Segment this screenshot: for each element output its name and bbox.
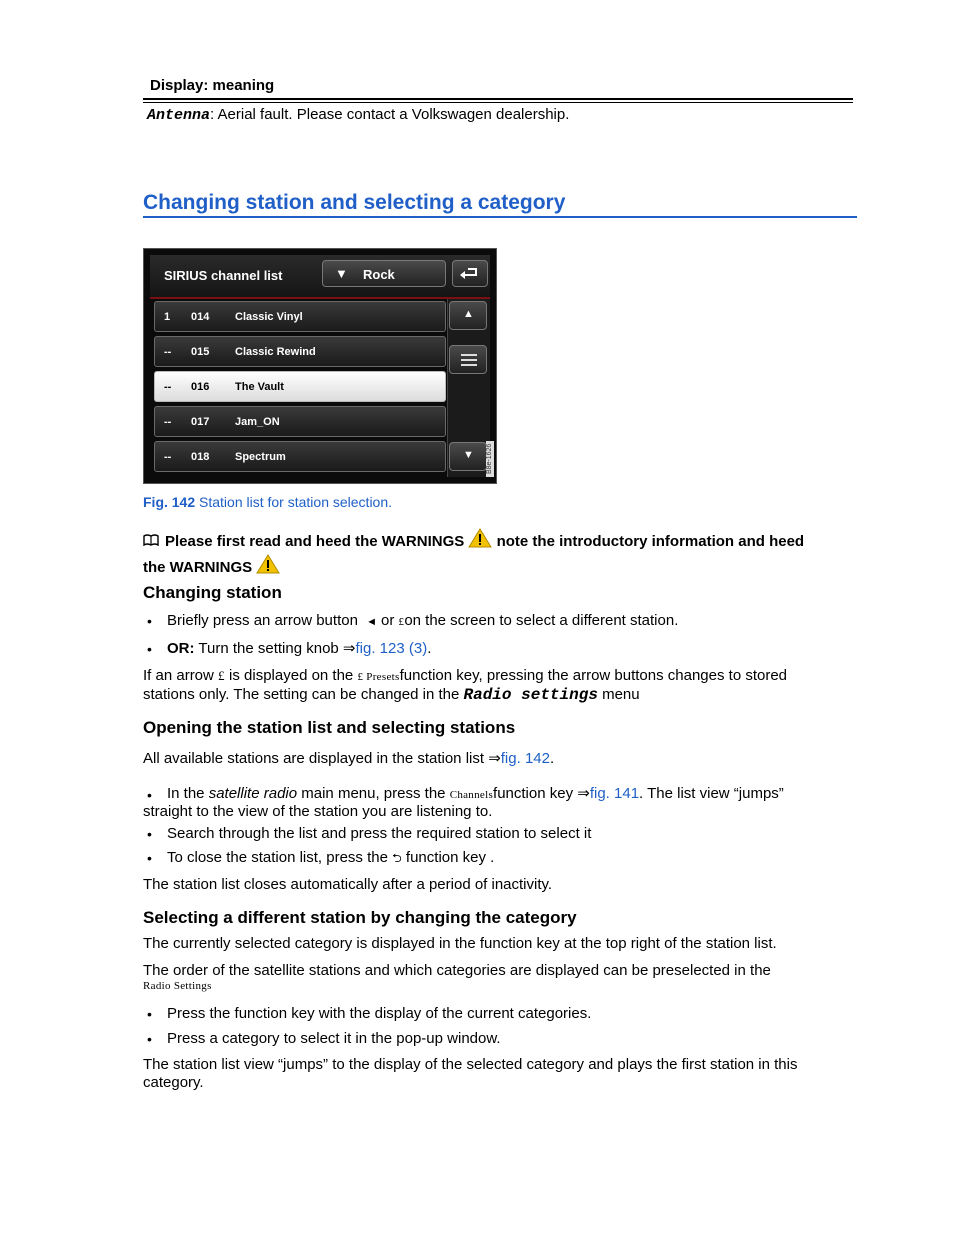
text: In the — [167, 785, 205, 802]
paragraph — [143, 750, 554, 768]
bullet-text — [167, 785, 867, 804]
station-row[interactable] — [154, 301, 446, 332]
station-name: Classic Vinyl — [235, 311, 303, 323]
station-name: The Vault — [235, 381, 284, 393]
channel-number: 016 — [191, 381, 210, 393]
bullet-dot: • — [147, 1006, 152, 1022]
paragraph — [143, 667, 863, 704]
radio-settings-key: Radio Settings — [143, 980, 212, 992]
bullet-dot: • — [147, 850, 152, 866]
text: function key . — [405, 849, 495, 866]
display-term: Antenna — [147, 107, 211, 124]
bullet-text-cont: straight to the view of the station you are listening to. — [143, 803, 493, 820]
intro-text-a: Please first read and heed the WARNINGS — [165, 533, 465, 550]
screen-header — [150, 255, 490, 299]
figure-caption — [143, 494, 392, 510]
paragraph: The order of the satellite stations and which categories are displayed can be preselected in the — [143, 962, 771, 979]
bullet-text — [167, 849, 494, 867]
bullet-text: Search through the list and press the required station to select it — [167, 825, 592, 842]
intro-warning — [143, 528, 863, 580]
intro-text-c: the WARNINGS — [143, 559, 253, 576]
text: Briefly press an arrow button — [167, 612, 358, 629]
text: satellite radio — [208, 785, 298, 802]
text: All available stations are displayed in the station list ⇒ — [143, 750, 501, 767]
back-button[interactable] — [452, 260, 488, 287]
text: or — [380, 612, 395, 629]
text: on the screen to select a different station. — [404, 612, 679, 629]
bullet-dot: • — [147, 826, 152, 842]
preset-number: -- — [164, 381, 172, 393]
list-lines-icon — [461, 354, 477, 366]
table-rule-thin — [143, 102, 853, 103]
channel-number: 017 — [191, 416, 210, 428]
figure-tag: B8e-1626 — [486, 441, 494, 477]
bullet-text — [167, 612, 678, 631]
text: is displayed on the — [229, 667, 354, 684]
back-arrow-icon — [459, 266, 481, 282]
figure-caption-text: Station list for station selection. — [195, 494, 393, 510]
text: . The list view “jumps” — [639, 785, 784, 802]
bullet-text: Press a category to select it in the pop-up window. — [167, 1030, 501, 1047]
section-rule — [143, 216, 857, 218]
preset-number: -- — [164, 416, 172, 428]
menu-name: Radio settings — [463, 686, 598, 704]
heading-category: Selecting a different station by changing the category — [143, 908, 577, 927]
bullet-dot: • — [147, 1031, 152, 1047]
scroll-up-button[interactable] — [449, 301, 487, 330]
text: . — [427, 640, 432, 657]
right-arrow-icon: £ — [218, 668, 225, 683]
right-arrow-icon: £ — [398, 616, 405, 628]
intro-text-b: note the introductory information and heed — [496, 533, 805, 550]
down-triangle-icon: ▼ — [463, 449, 474, 461]
section-title: Changing station and selecting a category — [143, 191, 566, 214]
bullet-dot: • — [147, 641, 152, 657]
text: Turn the setting knob ⇒ — [194, 640, 356, 657]
channel-number: 018 — [191, 451, 210, 463]
station-list-figure — [143, 248, 497, 484]
fig-link[interactable]: fig. 141 — [589, 785, 640, 802]
station-name: Jam_ON — [235, 416, 280, 428]
category-label: Rock — [363, 267, 395, 282]
station-row-selected[interactable] — [154, 371, 446, 402]
book-icon — [143, 534, 159, 546]
figure-number: Fig. 142 — [143, 494, 196, 510]
warning-icon — [256, 554, 280, 574]
station-name: Spectrum — [235, 451, 286, 463]
channel-number: 015 — [191, 346, 210, 358]
category-button[interactable] — [322, 260, 446, 287]
left-arrow-icon: ◄ — [366, 616, 377, 628]
station-name: Classic Rewind — [235, 346, 316, 358]
text: OR: — [167, 640, 195, 657]
table-header: Display: meaning — [150, 77, 275, 94]
back-icon: ⮌ — [392, 851, 402, 865]
presets-key: £ Presets — [357, 671, 400, 683]
preset-number: -- — [164, 451, 172, 463]
heading-station-list: Opening the station list and selecting stations — [143, 718, 516, 737]
bullet-text — [167, 640, 431, 658]
fig-link[interactable]: fig. 142 — [500, 750, 550, 767]
station-row[interactable] — [154, 406, 446, 437]
text: category. — [143, 1074, 204, 1091]
bullet-dot: • — [147, 613, 152, 629]
station-row[interactable] — [154, 336, 446, 367]
fig-link[interactable]: fig. 123 (3) — [355, 640, 428, 657]
preset-number: 1 — [164, 311, 171, 323]
text: main menu, press the — [301, 785, 446, 802]
text: function key, pressing the arrow buttons changes to stored — [399, 667, 788, 684]
station-row[interactable] — [154, 441, 446, 472]
text: The station list view “jumps” to the display of the selected category and plays the first station in this — [143, 1056, 798, 1073]
table-row — [147, 106, 569, 125]
warning-icon — [468, 528, 492, 548]
scroll-down-button[interactable] — [449, 442, 487, 471]
display-meaning: : Aerial fault. Please contact a Volkswagen dealership. — [210, 106, 570, 123]
bullet-text: Press the function key with the display of the current categories. — [167, 1005, 592, 1022]
table-rule — [143, 98, 853, 100]
channels-key: Channels — [449, 789, 494, 801]
list-view-button[interactable] — [449, 345, 487, 374]
text: To close the station list, press the — [167, 849, 388, 866]
paragraph — [143, 1056, 863, 1092]
text: menu — [602, 686, 640, 703]
heading-changing-station: Changing station — [143, 583, 282, 602]
text: function key ⇒ — [493, 785, 590, 802]
paragraph: The station list closes automatically after a period of inactivity. — [143, 876, 553, 893]
dropdown-triangle-icon: ▼ — [335, 266, 348, 281]
up-triangle-icon: ▲ — [463, 308, 474, 320]
paragraph: The currently selected category is displayed in the function key at the top right of the station list. — [143, 935, 777, 952]
bullet-dot: • — [147, 787, 152, 803]
screen-title: SIRIUS channel list — [164, 268, 283, 283]
text: . — [549, 750, 555, 767]
preset-number: -- — [164, 346, 172, 358]
text: If an arrow — [143, 667, 214, 684]
text: stations only. The setting can be changed in the — [143, 686, 460, 703]
channel-number: 014 — [191, 311, 210, 323]
